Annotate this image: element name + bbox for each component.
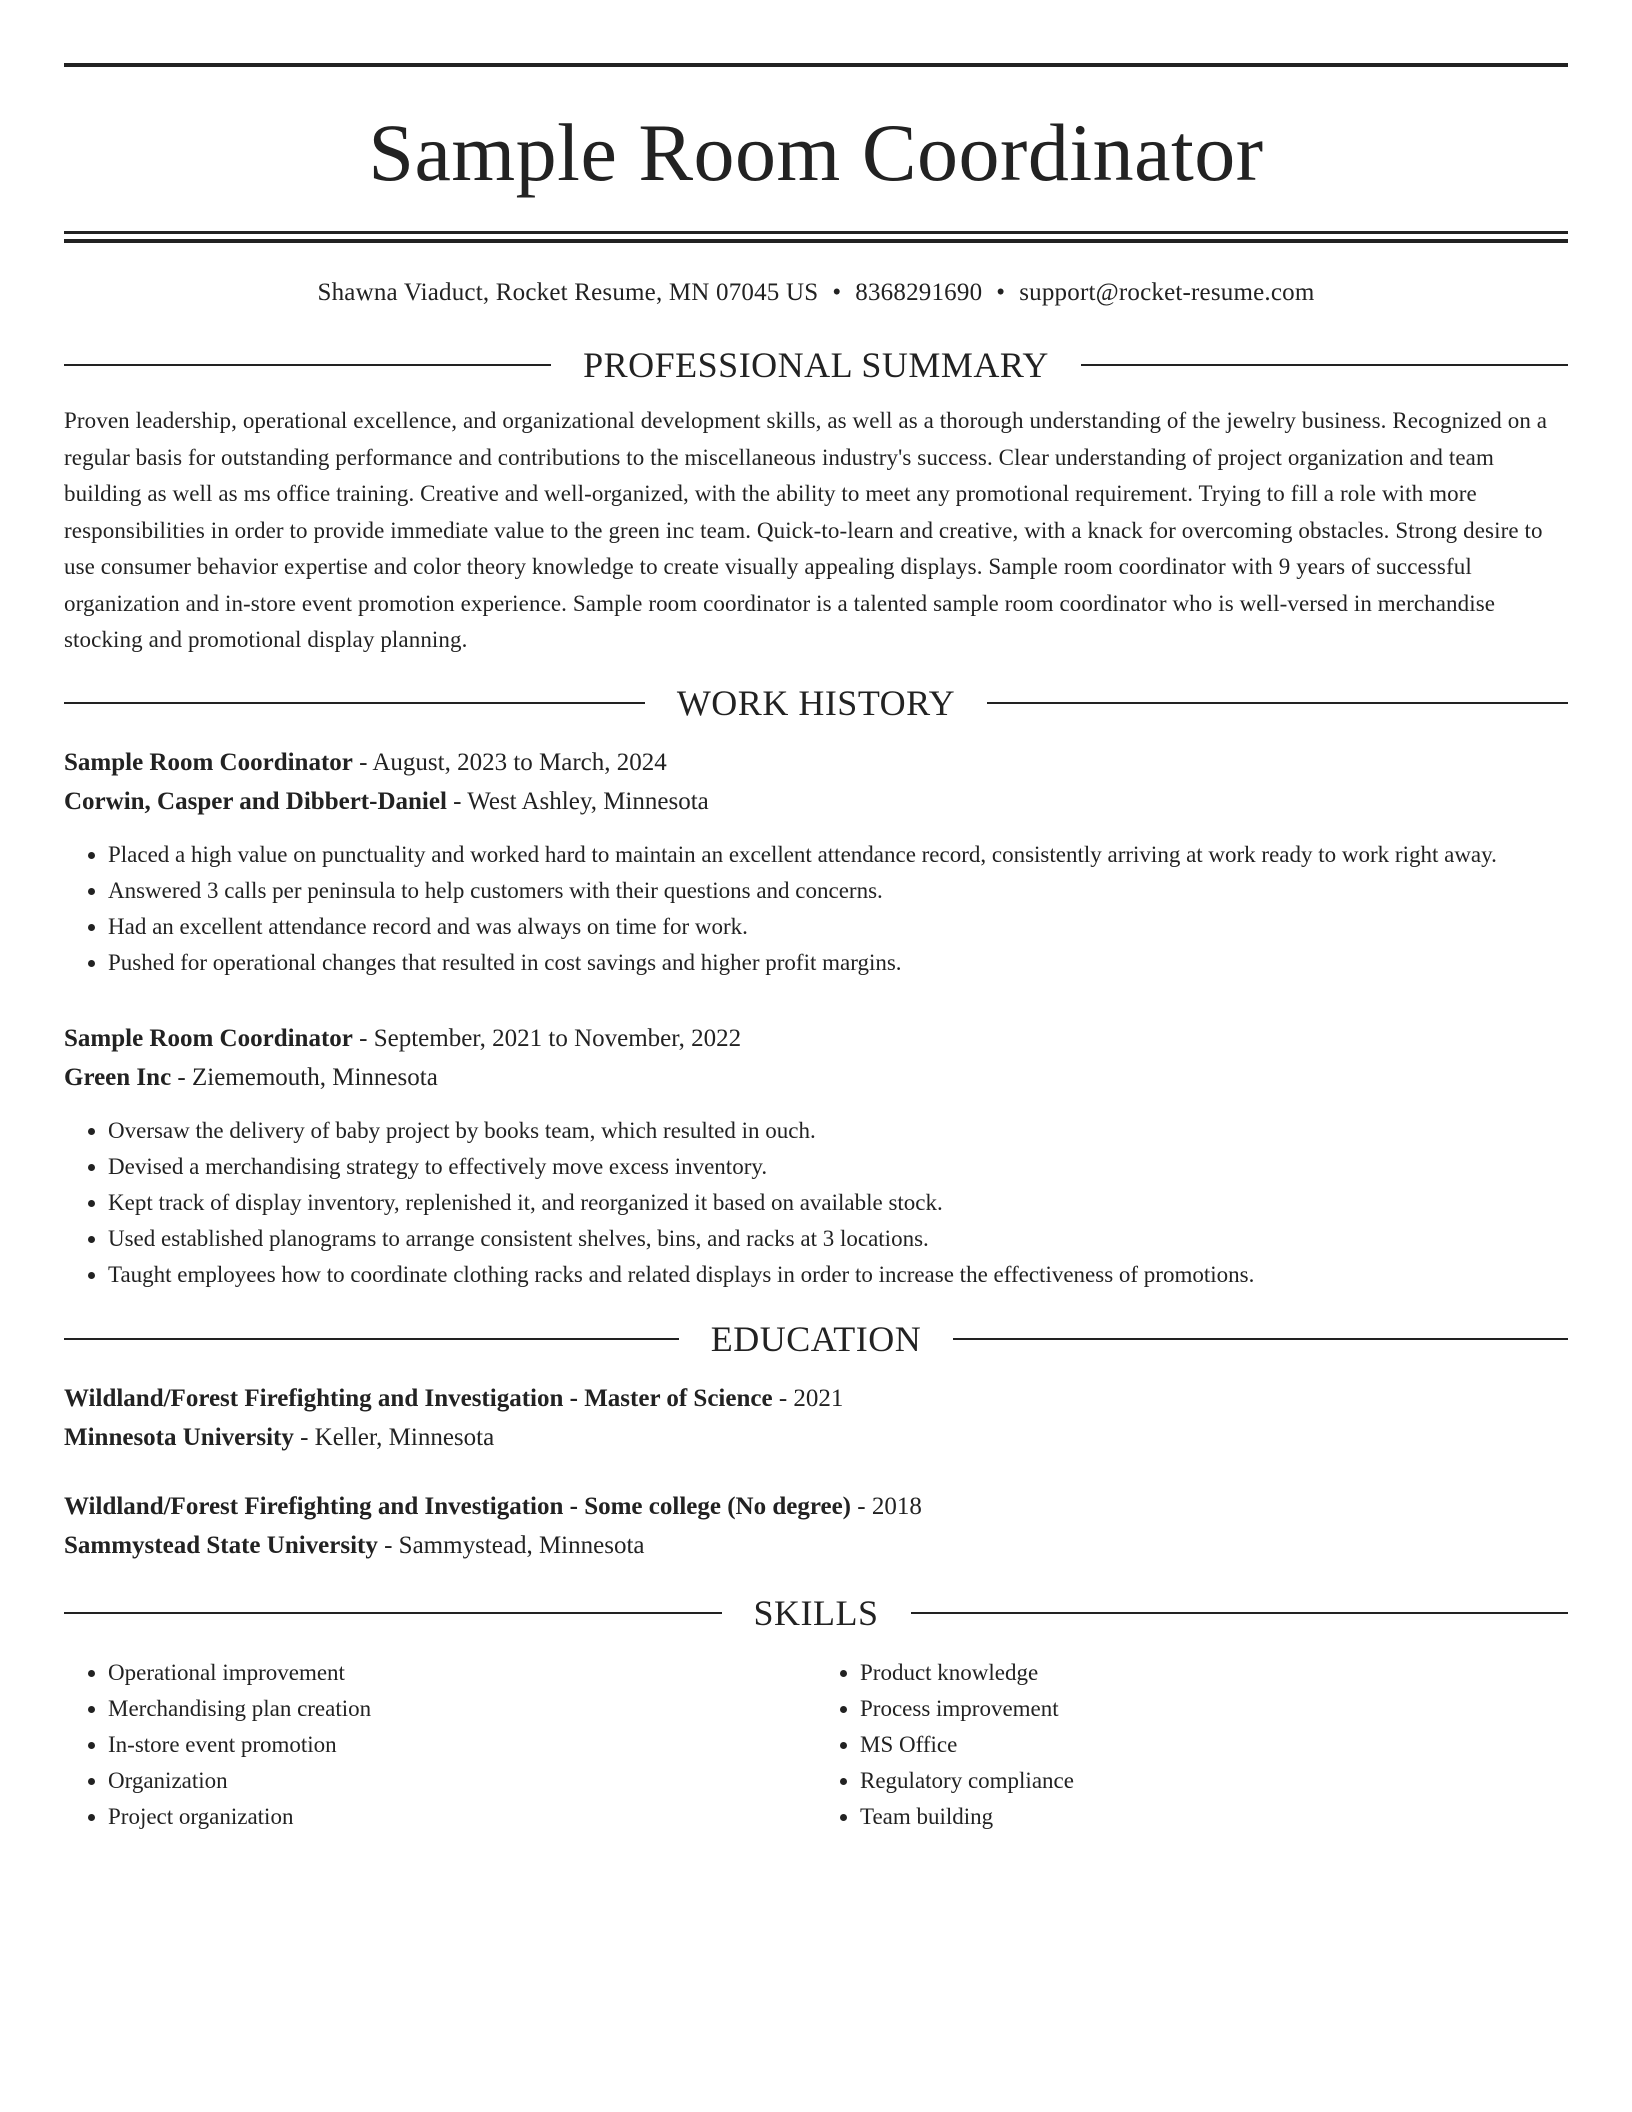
school-location: - Sammystead, Minnesota	[377, 1531, 645, 1559]
education-section-heading	[64, 1317, 1568, 1361]
top-rule	[64, 63, 1568, 67]
section-title: SKILLS	[753, 1592, 879, 1633]
education-entry	[64, 1379, 1568, 1457]
skill-item: • In-store event promotion	[108, 1727, 816, 1763]
school: Minnesota University	[64, 1423, 294, 1451]
skill-item: • Product knowledge	[860, 1655, 1568, 1691]
contact-separator: •	[996, 279, 1006, 306]
heading-rule-left	[64, 1612, 722, 1614]
heading-rule-left	[64, 702, 645, 704]
job-bullet: • Devised a merchandising strategy to effectively move excess inventory.	[108, 1149, 1568, 1185]
contact-address: Shawna Viaduct, Rocket Resume, MN 07045 US	[317, 279, 819, 306]
section-title: PROFESSIONAL SUMMARY	[583, 345, 1049, 385]
degree: Wildland/Forest Firefighting and Investigation - Some college (No degree)	[64, 1492, 851, 1520]
contact-separator: •	[832, 279, 842, 306]
job-bullet: • Kept track of display inventory, replenished it, and reorganized it based on available stock.	[108, 1185, 1568, 1221]
degree: Wildland/Forest Firefighting and Investigation - Master of Science	[64, 1384, 773, 1412]
job-company-line	[64, 1058, 1568, 1097]
contact-line	[64, 277, 1568, 309]
work-section-heading	[64, 681, 1568, 725]
skills-right-column	[816, 1655, 1568, 1835]
job-company: Green Inc	[64, 1063, 172, 1091]
heading-rule-left	[64, 364, 551, 366]
job-bullet: • Taught employees how to coordinate clothing racks and related displays in order to increase the effectiveness of promotions.	[108, 1257, 1568, 1293]
job-entry	[64, 1019, 1568, 1293]
school-line	[64, 1418, 1568, 1457]
section-title: WORK HISTORY	[676, 682, 956, 723]
section-title: EDUCATION	[710, 1318, 922, 1359]
contact-email: support@rocket-resume.com	[1019, 279, 1315, 306]
school: Sammystead State University	[64, 1531, 378, 1559]
job-title-line	[64, 743, 1568, 782]
skills-section-heading	[64, 1591, 1568, 1635]
job-bullet: • Pushed for operational changes that resulted in cost savings and higher profit margins.	[108, 945, 1568, 981]
summary-text: Proven leadership, operational excellence, and organizational development skills, as well as a thorough understanding of the jewelry business. Recognized on a regular basis for outstanding performance and contributions to the miscellaneous industry's success. Clear understanding of project organization and team building as well as ms office training. Creative and well-organized, with the ability to meet any promotional requirement. Trying to fill a role with more responsibilities in order to provide immediate value to the green inc team. Quick-to-learn and creative, with a knack for overcoming obstacles. Strong desire to use consumer behavior expertise and color theory knowledge to create visually appealing displays. Sample room coordinator with 9 years of successful organization and in-store event promotion experience. Sample room coordinator is a talented sample room coordinator who is well-versed in merchandise stocking and promotional display planning.	[64, 408, 1548, 652]
job-entry	[64, 743, 1568, 981]
job-location: - West Ashley, Minnesota	[446, 787, 709, 815]
heading-rule-right	[1081, 364, 1568, 366]
school-line	[64, 1526, 1568, 1565]
job-bullets	[64, 837, 1568, 981]
job-bullet: • Answered 3 calls per peninsula to help customers with their questions and concerns.	[108, 873, 1568, 909]
heading-rule-right	[987, 702, 1568, 704]
degree-year: - 2021	[772, 1384, 844, 1412]
job-title: Sample Room Coordinator	[64, 1024, 353, 1052]
job-bullet: • Placed a high value on punctuality and worked hard to maintain an excellent attendance record, consistently arriving at work ready to work right away.	[108, 837, 1568, 873]
job-bullet: • Had an excellent attendance record and was always on time for work.	[108, 909, 1568, 945]
skill-item: • Regulatory compliance	[860, 1763, 1568, 1799]
skills-columns	[64, 1655, 1568, 1835]
job-bullets	[64, 1113, 1568, 1293]
job-title-line	[64, 1019, 1568, 1058]
job-bullet: • Used established planograms to arrange consistent shelves, bins, and racks at 3 locations.	[108, 1221, 1568, 1257]
skill-item: • Organization	[108, 1763, 816, 1799]
degree-line	[64, 1379, 1568, 1418]
degree-year: - 2018	[851, 1492, 922, 1520]
heading-rule-left	[64, 1338, 679, 1340]
contact-phone: 8368291690	[855, 279, 983, 306]
summary-section-heading	[64, 343, 1568, 387]
skill-item: • Project organization	[108, 1799, 816, 1835]
heading-rule-right	[953, 1338, 1568, 1340]
education-entry	[64, 1487, 1568, 1565]
job-company: Corwin, Casper and Dibbert-Daniel	[64, 787, 447, 815]
job-title: Sample Room Coordinator	[64, 748, 353, 776]
skill-item: • Operational improvement	[108, 1655, 816, 1691]
skill-item: • Process improvement	[860, 1691, 1568, 1727]
degree-line	[64, 1487, 1568, 1526]
skill-item: • MS Office	[860, 1727, 1568, 1763]
skill-item: • Team building	[860, 1799, 1568, 1835]
school-location: - Keller, Minnesota	[293, 1423, 495, 1451]
heading-rule-right	[911, 1612, 1569, 1614]
job-location: - Ziememouth, Minnesota	[171, 1063, 438, 1091]
skills-left-column	[64, 1655, 816, 1835]
job-dates: - August, 2023 to March, 2024	[352, 748, 667, 776]
job-company-line	[64, 782, 1568, 821]
candidate-name: Sample Room Coordinator	[368, 107, 1264, 198]
header-double-rule	[64, 231, 1568, 243]
job-bullet: • Oversaw the delivery of baby project by books team, which resulted in ouch.	[108, 1113, 1568, 1149]
skill-item: • Merchandising plan creation	[108, 1691, 816, 1727]
job-dates: - September, 2021 to November, 2022	[352, 1024, 742, 1052]
